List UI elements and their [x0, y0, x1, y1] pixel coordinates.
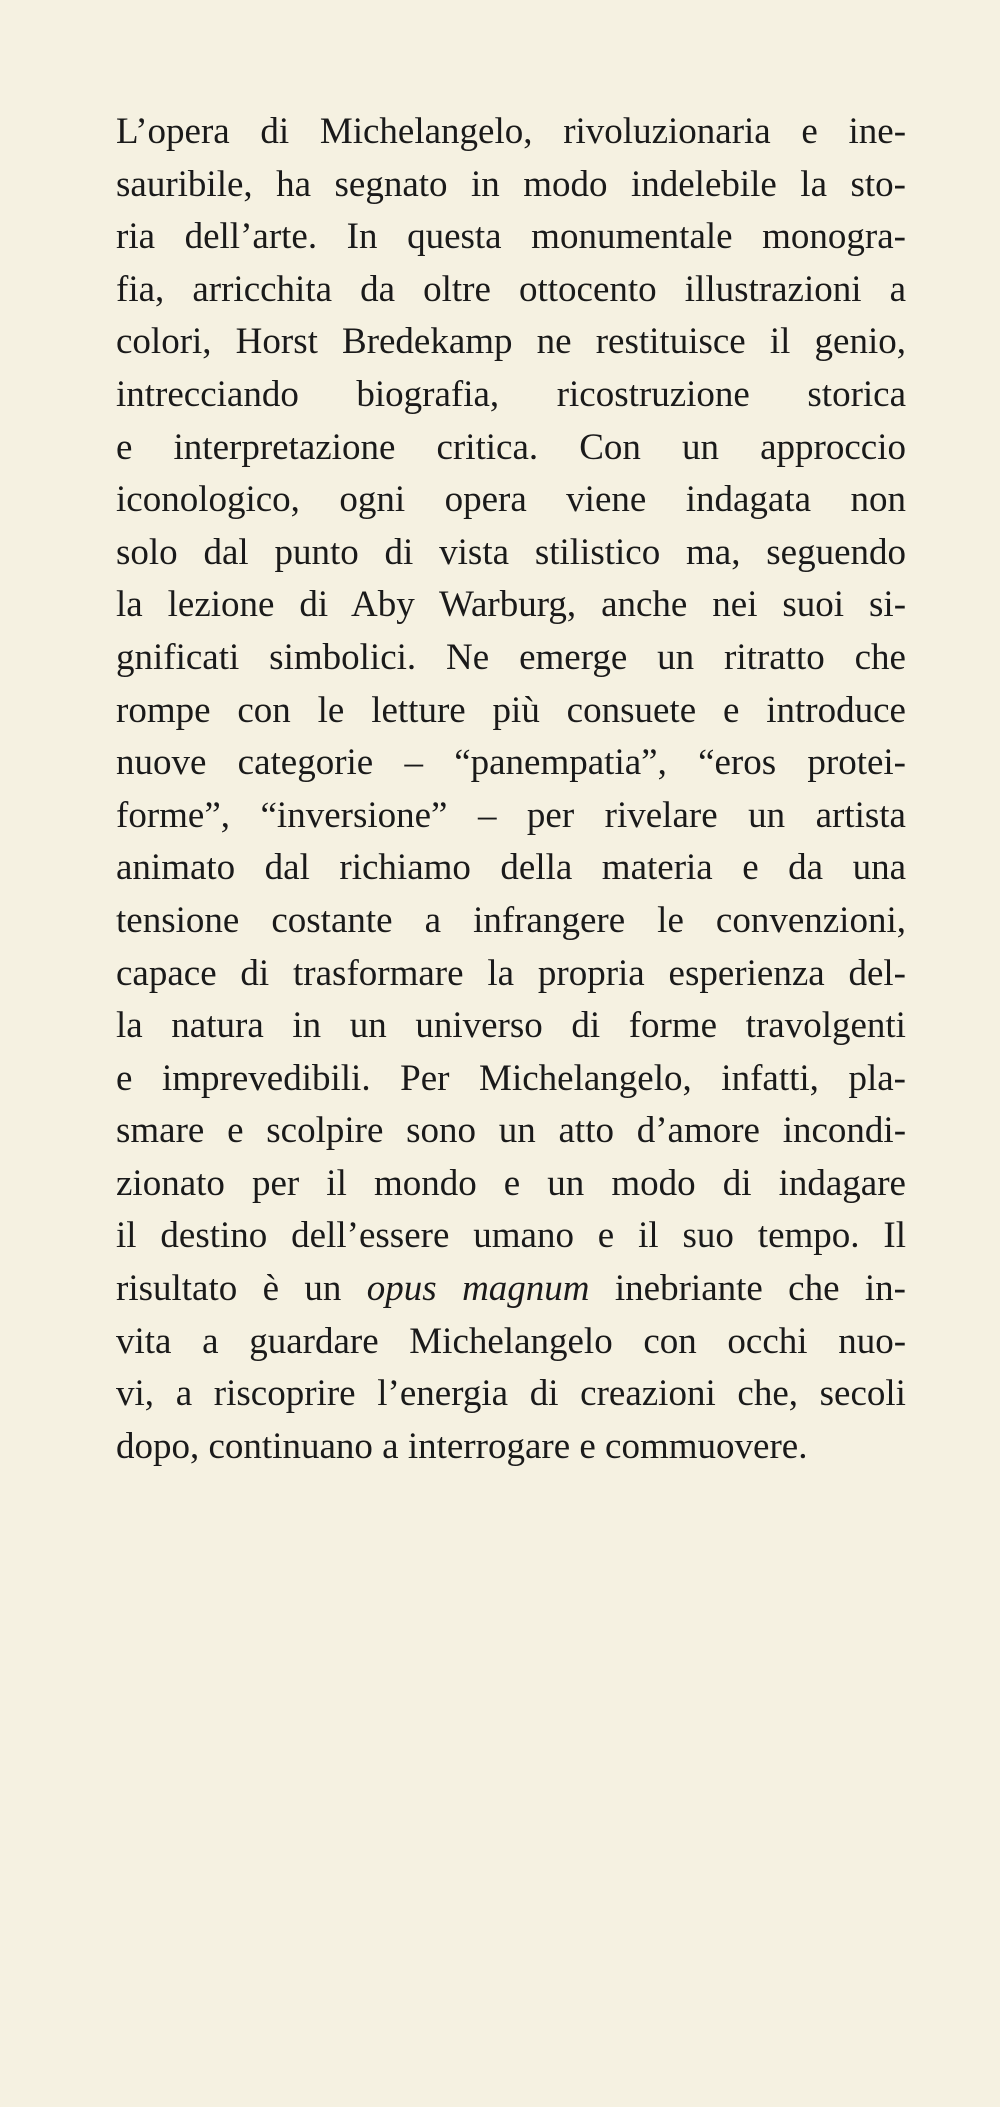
blurb-line: fia, arricchita da oltre ottocento illustrazioni a — [116, 268, 907, 310]
blurb-line: nuove categorie – “panempatia”, “eros protei- — [116, 742, 907, 784]
blurb-line: ria dell’arte. In questa monumentale monogra- — [116, 216, 906, 258]
blurb-line: e interpretazione critica. Con un approccio — [116, 426, 906, 468]
blurb-line: colori, Horst Bredekamp ne restituisce il genio, — [116, 321, 906, 363]
blurb-line: animato dal richiamo della materia e da una — [116, 847, 906, 889]
blurb-line: tensione costante a infrangere le convenzioni, — [116, 899, 906, 941]
blurb-line: il destino dell’essere umano e il suo tempo. Il — [116, 1215, 907, 1257]
blurb-line: risultato è un opus magnum inebriante che in- — [116, 1268, 906, 1310]
blurb-line: vita a guardare Michelangelo con occhi nuo- — [116, 1320, 907, 1362]
blurb-line: forme”, “inversione” – per rivelare un artista — [116, 794, 906, 836]
italic-title: opus magnum — [366, 1268, 590, 1310]
blurb-paragraph — [116, 106, 906, 1473]
blurb-line: L’opera di Michelangelo, rivoluzionaria e ine- — [116, 111, 907, 152]
blurb-line: rompe con le letture più consuete e introduce — [116, 689, 906, 731]
blurb-line: dopo, continuano a interrogare e commuovere. — [116, 1425, 808, 1467]
blurb-line: zionato per il mondo e un modo di indagare — [116, 1162, 906, 1204]
blurb-line: sauribile, ha segnato in modo indelebile la sto- — [116, 163, 906, 205]
blurb-line: iconologico, ogni opera viene indagata non — [116, 479, 906, 521]
blurb-line: la natura in un universo di forme travolgenti — [116, 1005, 906, 1047]
blurb-line: vi, a riscoprire l’energia di creazioni che, secoli — [116, 1373, 906, 1415]
blurb-line: gnificati simbolici. Ne emerge un ritratto che — [116, 636, 906, 678]
blurb-line: smare e scolpire sono un atto d’amore incondi- — [116, 1110, 907, 1152]
blurb-line: solo dal punto di vista stilistico ma, seguendo — [116, 531, 907, 573]
blurb-line: capace di trasformare la propria esperienza del- — [116, 952, 907, 994]
blurb-line: la lezione di Aby Warburg, anche nei suoi si- — [116, 584, 907, 626]
blurb-line: intrecciando biografia, ricostruzione storica — [116, 373, 907, 415]
blurb-line: e imprevedibili. Per Michelangelo, infatti, pla- — [116, 1057, 907, 1099]
